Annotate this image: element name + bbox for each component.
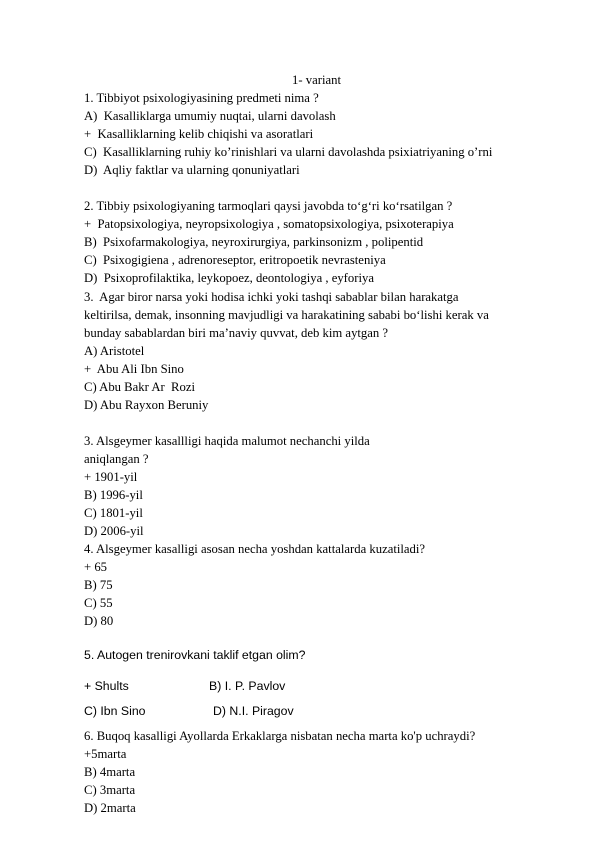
q1-option-a: A) Kasalliklarga umumiy nuqtai, ularni davolash	[84, 109, 336, 123]
q2-option-c: C) Psixogigiena , adrenoreseptor, eritropoetik nevrasteniya	[84, 253, 386, 267]
question-4: 4. Alsgeymer kasalligi asosan necha yoshdan kattalarda kuzatiladi?	[84, 542, 426, 556]
q5-option-b: B) I. P. Pavlov	[209, 679, 286, 693]
q3b-option-c: C) 1801-yil	[84, 506, 143, 520]
q3b-option-d: D) 2006-yil	[84, 524, 144, 538]
question-2: 2. Tibbiy psixologiyaning tarmoqlari qaysi javobda to‘g‘ri ko‘rsatilgan ?	[84, 199, 453, 213]
question-3b-line-1: 3. Alsgeymer kasallligi haqida malumot nechanchi yilda	[84, 434, 370, 448]
q6-option-c: C) 3marta	[84, 783, 136, 797]
question-3-line-1: 3. Agar biror narsa yoki hodisa ichki yoki tashqi sabablar bilan harakatga	[84, 290, 459, 304]
q1-option-b: + Kasalliklarning kelib chiqishi va asoratlari	[84, 127, 314, 141]
q2-option-a: + Patopsixologiya, neyropsixologiya , somatopsixologiya, psixoterapiya	[84, 217, 454, 231]
q5-option-a: + Shults	[84, 679, 129, 693]
q1-option-c: C) Kasalliklarning ruhiy ko’rinishlari va ularni davolashda psixiatriyaning o’rni	[84, 145, 493, 159]
question-3-line-2: keltirilsa, demak, insonning mavjudligi va harakatining sababi bo‘lishi kerak va	[84, 308, 489, 322]
q6-option-a: +5marta	[84, 747, 127, 761]
question-3b-line-2: aniqlangan ?	[84, 452, 149, 466]
q3b-option-b: B) 1996-yil	[84, 488, 143, 502]
q3-option-a: A) Aristotel	[84, 344, 145, 358]
page-title: 1- variant	[292, 73, 341, 87]
q2-option-b: B) Psixofarmakologiya, neyroxirurgiya, parkinsonizm , polipentid	[84, 235, 424, 249]
q3b-option-a: + 1901-yil	[84, 470, 138, 484]
q6-option-d: D) 2marta	[84, 801, 136, 815]
q1-option-d: D) Aqliy faktlar va ularning qonuniyatlari	[84, 163, 300, 177]
q4-option-b: B) 75	[84, 578, 113, 592]
question-6: 6. Buqoq kasalligi Ayollarda Erkaklarga nisbatan necha marta ko'p uchraydi?	[84, 729, 476, 743]
question-3-line-3: bunday sabablardan biri ma’naviy quvvat, deb kim aytgan ?	[84, 326, 389, 340]
q5-option-c: C) Ibn Sino	[84, 704, 146, 718]
question-5: 5. Autogen trenirovkani taklif etgan olim?	[84, 648, 306, 662]
q4-option-d: D) 80	[84, 614, 114, 628]
q3-option-d: D) Abu Rayxon Beruniy	[84, 398, 209, 412]
q5-option-d: D) N.I. Piragov	[213, 704, 294, 718]
q4-option-a: + 65	[84, 560, 108, 574]
q2-option-d: D) Psixoprofilaktika, leykopoez, deontologiya , eyforiya	[84, 271, 374, 285]
q6-option-b: B) 4marta	[84, 765, 136, 779]
question-1: 1. Tibbiyot psixologiyasining predmeti nima ?	[84, 91, 319, 105]
q4-option-c: C) 55	[84, 596, 113, 610]
q3-option-b: + Abu Ali Ibn Sino	[84, 362, 184, 376]
q3-option-c: C) Abu Bakr Ar Rozi	[84, 380, 196, 394]
